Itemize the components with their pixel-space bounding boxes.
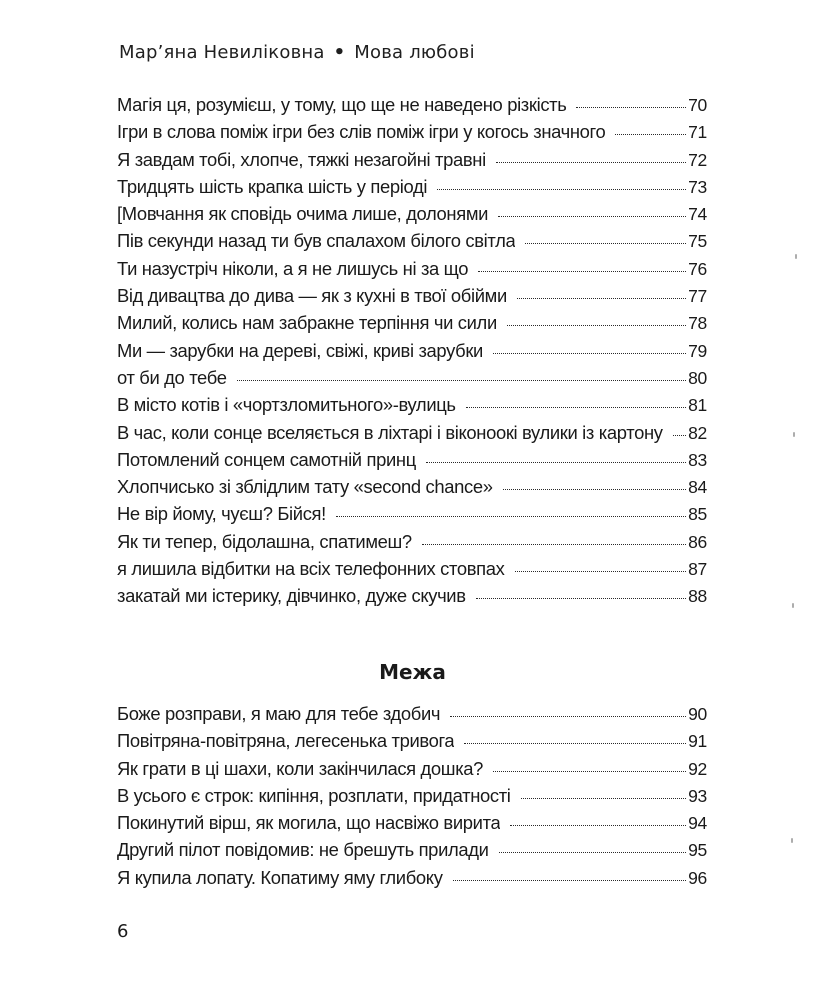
section-heading: Межа (379, 660, 446, 684)
toc-entry-page: 74 (688, 204, 707, 225)
toc-entry-page: 71 (688, 122, 707, 143)
toc-entry-page: 85 (688, 504, 707, 525)
toc-entry[interactable] (117, 230, 707, 257)
toc-entry-page: 94 (688, 813, 707, 834)
toc-entry-page: 76 (688, 258, 707, 279)
toc-entry-page: 93 (688, 785, 707, 806)
toc-entry-title: Хлопчисько зі зблідлим тату «second chance» (117, 476, 493, 498)
toc-entry[interactable] (117, 121, 707, 148)
toc-entry[interactable] (117, 367, 707, 394)
toc-entry-title: Магія ця, розумієш, у тому, що ще не наведено різкість (117, 94, 567, 115)
toc-entry-page: 75 (688, 231, 707, 252)
toc-leader-dots (466, 407, 686, 408)
toc-entry-title: Повітряна-повітряна, легесенька тривога (117, 730, 455, 752)
toc-entry[interactable] (117, 312, 707, 339)
toc-leader-dots (464, 743, 686, 744)
toc-entry-page: 82 (688, 422, 707, 443)
toc-entry-page: 86 (688, 531, 707, 552)
toc-leader-dots (476, 598, 686, 599)
toc-entry-title: от би до тебе (117, 366, 227, 388)
toc-leader-dots (510, 825, 686, 826)
toc-entry-title: я лишила відбитки на всіх телефонних стовпах (117, 558, 505, 580)
toc-entry-page: 72 (688, 149, 707, 170)
toc-entry-title: Другий пілот повідомив: не брешуть прилади (117, 839, 489, 861)
toc-entry[interactable] (117, 503, 707, 530)
paper-speck (793, 432, 795, 437)
toc-entry[interactable] (117, 758, 707, 785)
toc-entry-title: Від дивацтва до дива — як з кухні в твої обійми (117, 285, 507, 307)
toc-entry-page: 83 (688, 449, 707, 470)
page-number: 6 (117, 921, 129, 942)
toc-leader-dots (453, 880, 687, 881)
toc-entry[interactable] (117, 867, 707, 894)
book-title: Мова любові (354, 42, 475, 63)
toc-leader-dots (450, 716, 686, 717)
toc-entry[interactable] (117, 558, 707, 585)
toc-entry-title: Я завдам тобі, хлопче, тяжкі незагойні травні (117, 148, 486, 170)
toc-entry[interactable] (117, 149, 707, 176)
toc-entry[interactable] (117, 839, 707, 866)
header-separator: • (333, 42, 346, 63)
toc-entry-title: Покинутий вірш, як могила, що насвіжо вирита (117, 812, 501, 834)
toc-entry[interactable] (117, 258, 707, 285)
toc-entry[interactable] (117, 176, 707, 203)
toc-entry[interactable] (117, 203, 707, 230)
toc-entry-page: 87 (688, 559, 707, 580)
toc-entry-page: 92 (688, 758, 707, 779)
toc-leader-dots (525, 243, 686, 244)
author-name: Мар’яна Невиліковна (119, 42, 325, 63)
toc-leader-dots (478, 271, 686, 272)
toc-leader-dots (422, 544, 686, 545)
toc-entry[interactable] (117, 812, 707, 839)
toc-entry-title: Милий, колись нам забракне терпіння чи сили (117, 312, 497, 334)
toc-entry-title: Ми — зарубки на дереві, свіжі, криві зарубки (117, 339, 483, 361)
toc-entry[interactable] (117, 585, 707, 612)
toc-leader-dots (499, 852, 687, 853)
toc-entry-page: 91 (688, 731, 707, 752)
running-header (119, 42, 475, 63)
toc-entry-page: 78 (688, 313, 707, 334)
toc-entry[interactable] (117, 340, 707, 367)
toc-entry-title: Ігри в слова поміж ігри без слів поміж ігри у когось значного (117, 121, 606, 143)
toc-entry-title: Тридцять шість крапка шість у періоді (117, 175, 428, 197)
paper-speck (791, 838, 793, 843)
toc-leader-dots (515, 571, 687, 572)
toc-list-main (117, 94, 707, 613)
toc-leader-dots (503, 489, 687, 490)
toc-entry-page: 96 (688, 867, 707, 888)
toc-entry-title: Потомлений сонцем самотній принц (117, 448, 416, 470)
toc-leader-dots (493, 771, 686, 772)
toc-entry-page: 84 (688, 477, 707, 498)
toc-leader-dots (437, 189, 686, 190)
toc-entry-title: Пів секунди назад ти був спалахом білого світла (117, 230, 516, 252)
toc-entry-page: 73 (688, 176, 707, 197)
toc-leader-dots (426, 462, 686, 463)
toc-leader-dots (498, 216, 686, 217)
toc-entry-page: 79 (688, 340, 707, 361)
toc-entry[interactable] (117, 94, 707, 121)
toc-list-section (117, 703, 707, 894)
toc-entry-page: 77 (688, 286, 707, 307)
toc-entry[interactable] (117, 730, 707, 757)
toc-entry-title: [Мовчання як сповідь очима лише, долонями (117, 203, 489, 225)
toc-entry-title: В усього є строк: кипіння, розплати, придатності (117, 784, 511, 806)
toc-leader-dots (521, 798, 687, 799)
toc-entry-page: 95 (688, 840, 707, 861)
toc-leader-dots (237, 380, 687, 381)
toc-entry[interactable] (117, 449, 707, 476)
toc-entry-title: Як грати в ці шахи, коли закінчилася дошка? (117, 757, 484, 779)
toc-entry-title: закатай ми істерику, дівчинко, дуже скучив (117, 585, 466, 607)
toc-entry[interactable] (117, 703, 707, 730)
paper-speck (792, 603, 794, 608)
toc-entry-page: 80 (688, 367, 707, 388)
toc-entry[interactable] (117, 422, 707, 449)
toc-entry-page: 81 (688, 395, 707, 416)
toc-entry-title: Я купила лопату. Копатиму яму глибоку (117, 866, 443, 888)
toc-leader-dots (493, 353, 686, 354)
paper-speck (795, 254, 797, 259)
toc-entry-title: В місто котів і «чортзломитьного»-вулиць (117, 394, 456, 416)
toc-entry-page: 90 (688, 704, 707, 724)
toc-entry[interactable] (117, 531, 707, 558)
toc-leader-dots (517, 298, 686, 299)
toc-leader-dots (576, 107, 686, 108)
toc-entry-title: Як ти тепер, бідолашна, спатимеш? (117, 530, 412, 552)
toc-entry[interactable] (117, 785, 707, 812)
toc-entry-page: 88 (688, 586, 707, 607)
toc-leader-dots (615, 134, 686, 135)
toc-entry[interactable] (117, 394, 707, 421)
toc-entry[interactable] (117, 476, 707, 503)
toc-entry[interactable] (117, 285, 707, 312)
toc-entry-title: В час, коли сонце вселяється в ліхтарі і віконоокі вулики із картону (117, 421, 663, 443)
toc-entry-title: Не вір йому, чуєш? Бійся! (117, 503, 326, 525)
toc-entry-page: 70 (688, 95, 707, 115)
toc-leader-dots (336, 516, 686, 517)
toc-leader-dots (496, 162, 686, 163)
toc-leader-dots (673, 435, 687, 436)
toc-entry-title: Ти назустріч ніколи, а я не лишусь ні за що (117, 257, 469, 279)
toc-entry-title: Боже розправи, я маю для тебе здобич (117, 703, 441, 724)
toc-leader-dots (507, 325, 686, 326)
